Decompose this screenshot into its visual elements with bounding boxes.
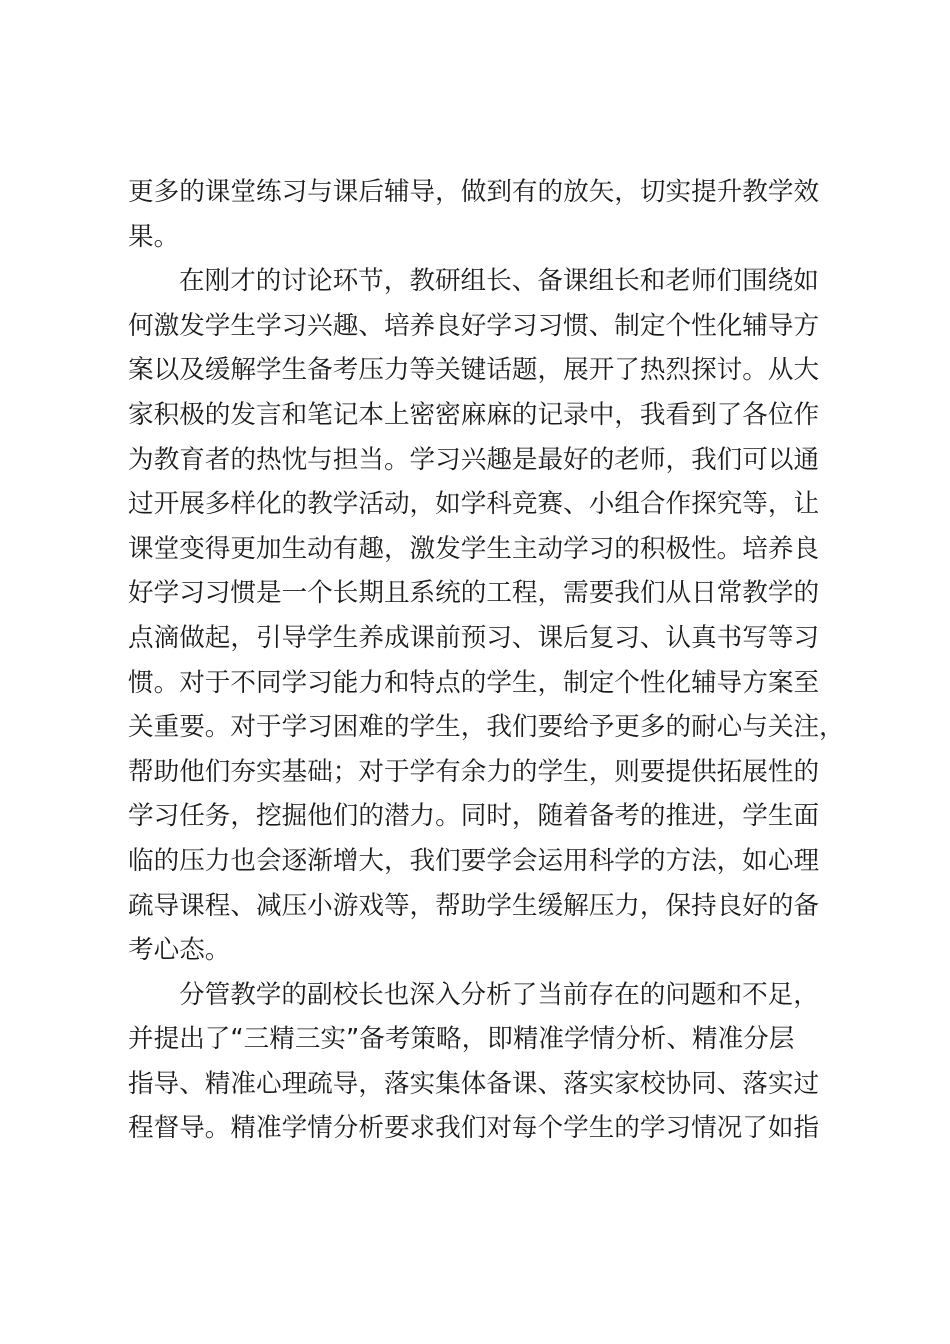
text-line: 点滴做起，引导学生养成课前预习、课后复习、认真书写等习 [128, 622, 820, 653]
text-line: 过开展多样化的教学活动，如学科竞赛、小组合作探究等，让 [128, 489, 820, 520]
text-line: 程督导。精准学情分析要求我们对每个学生的学习情况了如指 [128, 1113, 820, 1144]
text-line: 更多的课堂练习与课后辅导，做到有的放矢，切实提升教学效 [128, 177, 820, 207]
text-line: 何激发学生学习兴趣、培养良好学习习惯、制定个性化辅导方 [128, 310, 820, 341]
paragraph-start-line: 分管教学的副校长也深入分析了当前存在的问题和不足， [179, 979, 819, 1010]
paragraph-start-line: 在刚才的讨论环节，教研组长、备课组长和老师们围绕如 [179, 266, 819, 297]
text-line: 学习任务，挖掘他们的潜力。同时，随着备考的推进，学生面 [128, 801, 820, 832]
text-line: 疏导课程、减压小游戏等，帮助学生缓解压力，保持良好的备 [128, 890, 820, 921]
text-line: 为教育者的热忱与担当。学习兴趣是最好的老师，我们可以通 [128, 444, 820, 475]
text-line: 家积极的发言和笔记本上密密麻麻的记录中，我看到了各位作 [128, 399, 820, 430]
text-line: 好学习习惯是一个长期且系统的工程，需要我们从日常教学的 [128, 578, 820, 609]
text-line: 案以及缓解学生备考压力等关键话题，展开了热烈探讨。从大 [128, 355, 820, 386]
text-line: 指导、精准心理疏导，落实集体备课、落实家校协同、落实过 [128, 1068, 820, 1099]
text-line: 帮助他们夯实基础；对于学有余力的学生，则要提供拓展性的 [128, 756, 820, 787]
text-line: 惯。对于不同学习能力和特点的学生，制定个性化辅导方案至 [128, 667, 820, 698]
text-line: 临的压力也会逐渐增大，我们要学会运用科学的方法，如心理 [128, 845, 820, 876]
text-line: 课堂变得更加生动有趣，激发学生主动学习的积极性。培养良 [128, 533, 820, 564]
text-line: 并提出了“三精三实”备考策略，即精准学情分析、精准分层 [128, 1024, 795, 1055]
text-line: 果。 [128, 221, 180, 252]
text-line: 考心态。 [128, 935, 231, 966]
body-text [128, 170, 845, 1151]
text-line: 关重要。对于学习困难的学生，我们要给予更多的耐心与关注， [128, 712, 845, 743]
